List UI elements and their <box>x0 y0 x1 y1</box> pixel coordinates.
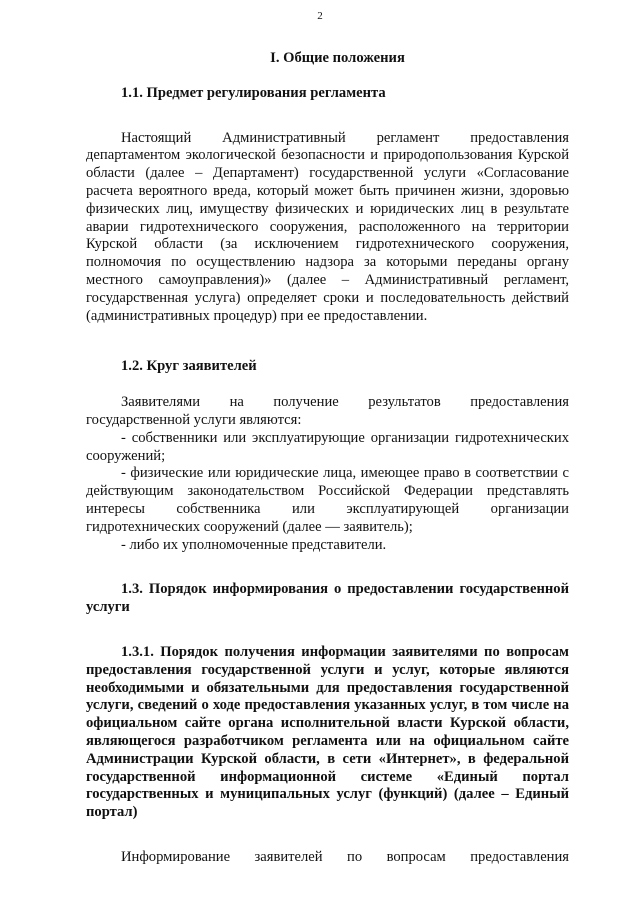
section-1-2-intro: Заявителями на получение результатов предоставления государственной услуги являются: <box>86 394 569 428</box>
section-1-1-paragraph: Настоящий Административный регламент предоставления департаментом экологической безопасности и природопользования Курской области (далее – Департамент) государственной услуги «Согласование расчета вероятного вреда, который может быть причинен жизни, здоровью физических лиц, имуществу физических и юридических лиц в результате аварии гидротехнического сооружения, расположенного на территории Курской области (за исключением гидротехнического сооружения, полномочия по осуществлению надзора за которыми переданы органу местного самоуправления)» (далее – Административный регламент, государственная услуга) определяет сроки и последовательность действий (административных процедур) при ее предоставлении. <box>86 129 569 324</box>
section-1-3-1-paragraph: 1.3.1. Порядок получения информации заявителями по вопросам предоставления государственной услуги и услуг, которые являются необходимыми и обязательными для предоставления государственной услуги, сведений о ходе предоставления указанных услуг, в том числе на официальном сайте органа исполнительной власти Курской области, являющегося разработчиком регламента или на официальном сайте Администрации Курской области, в сети «Интернет», в федеральной государственной информационной системе «Единый портал государственных и муниципальных услуг (функций) (далее – Единый портал) <box>86 643 569 821</box>
section-1-2-title: 1.2. Круг заявителей <box>121 358 257 375</box>
section-1-3-title: 1.3. Порядок информирования о предоставлении государственной услуги <box>86 581 569 616</box>
document-body <box>86 50 569 867</box>
chapter-title: I. Общие положения <box>270 50 405 66</box>
list-item: - либо их уполномоченные представители. <box>121 536 387 553</box>
page-number: 2 <box>317 10 323 22</box>
section-1-1-title: 1.1. Предмет регулирования регламента <box>121 84 386 101</box>
list-item: - физические или юридические лица, имеющее право в соответствии с действующим законодательством Российской Федерации представлять интересы собственника или эксплуатирующей организации гидротехнических сооружений (далее — заявитель); <box>86 465 569 535</box>
trailing-paragraph: Информирование заявителей по вопросам предоставления <box>121 848 569 865</box>
list-item: - собственники или эксплуатирующие организации гидротехнических сооружений; <box>86 429 569 464</box>
